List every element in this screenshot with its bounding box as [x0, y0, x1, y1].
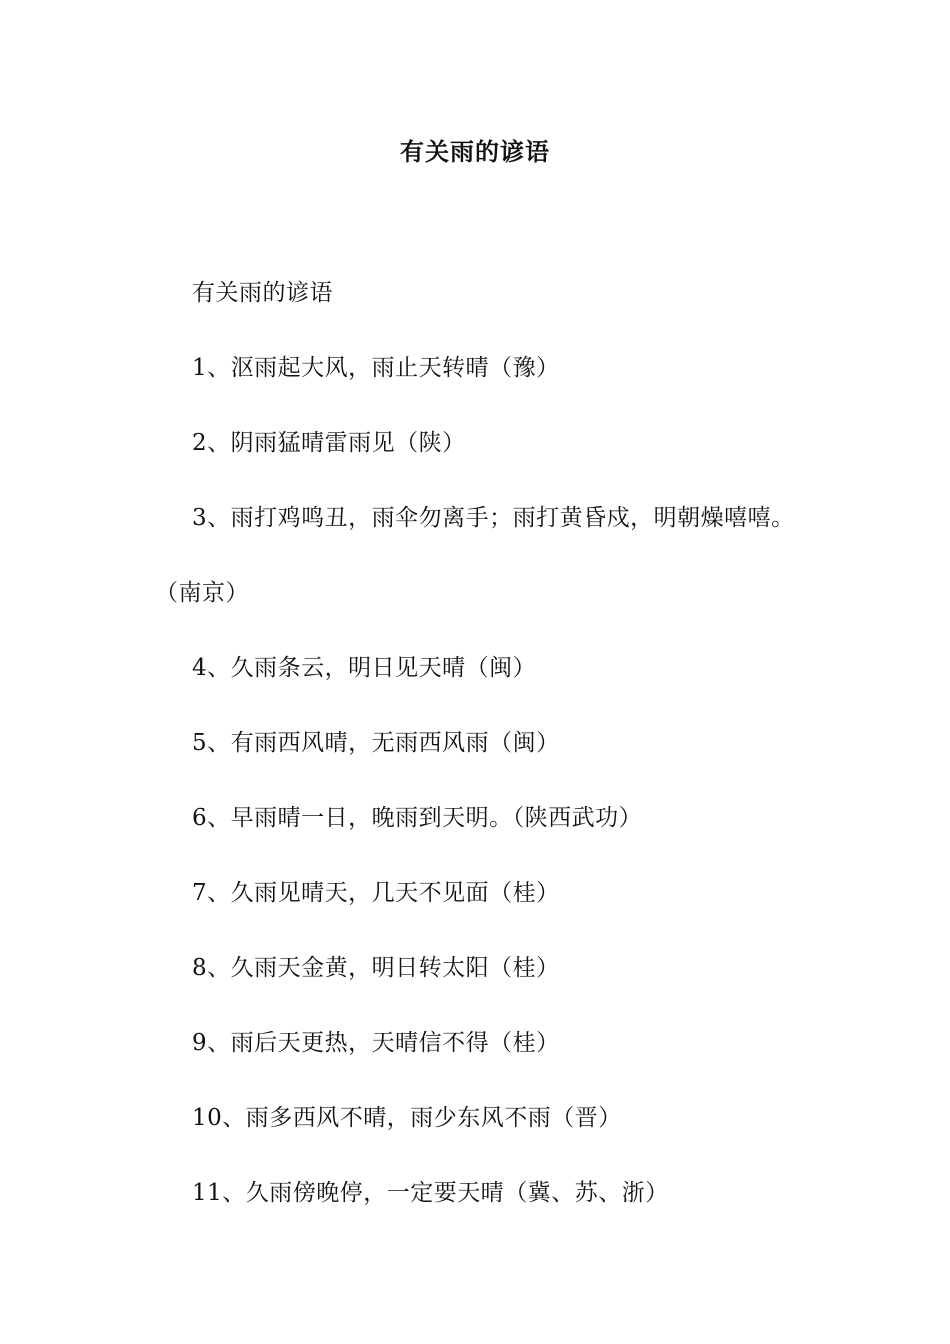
- proverb-8: 8、久雨天金黄，明日转太阳（桂）: [192, 955, 560, 981]
- section-heading: 有关雨的谚语: [192, 280, 333, 306]
- proverb-11: 11、久雨傍晚停，一定要天晴（冀、苏、浙）: [192, 1180, 669, 1206]
- document-body: [155, 256, 805, 1231]
- proverb-9: 9、雨后天更热，天晴信不得（桂）: [192, 1030, 560, 1056]
- page-title: 有关雨的谚语: [400, 137, 550, 166]
- proverb-2: 2、阴雨猛晴雷雨见（陕）: [192, 430, 466, 456]
- proverb-4: 4、久雨条云，明日见天晴（闽）: [192, 655, 537, 681]
- proverb-1: 1、沤雨起大风，雨止天转晴（豫）: [192, 355, 560, 381]
- proverb-3: 3、雨打鸡鸣丑，雨伞勿离手；雨打黄昏戍，明朝燥嘻嘻。（南京）: [155, 505, 795, 606]
- proverb-6: 6、早雨晴一日，晚雨到天明。（陕西武功）: [192, 805, 643, 831]
- proverb-7: 7、久雨见晴天，几天不见面（桂）: [192, 880, 560, 906]
- proverb-10: 10、雨多西风不晴，雨少东风不雨（晋）: [192, 1105, 622, 1131]
- proverb-5: 5、有雨西风晴，无雨西风雨（闽）: [192, 730, 560, 756]
